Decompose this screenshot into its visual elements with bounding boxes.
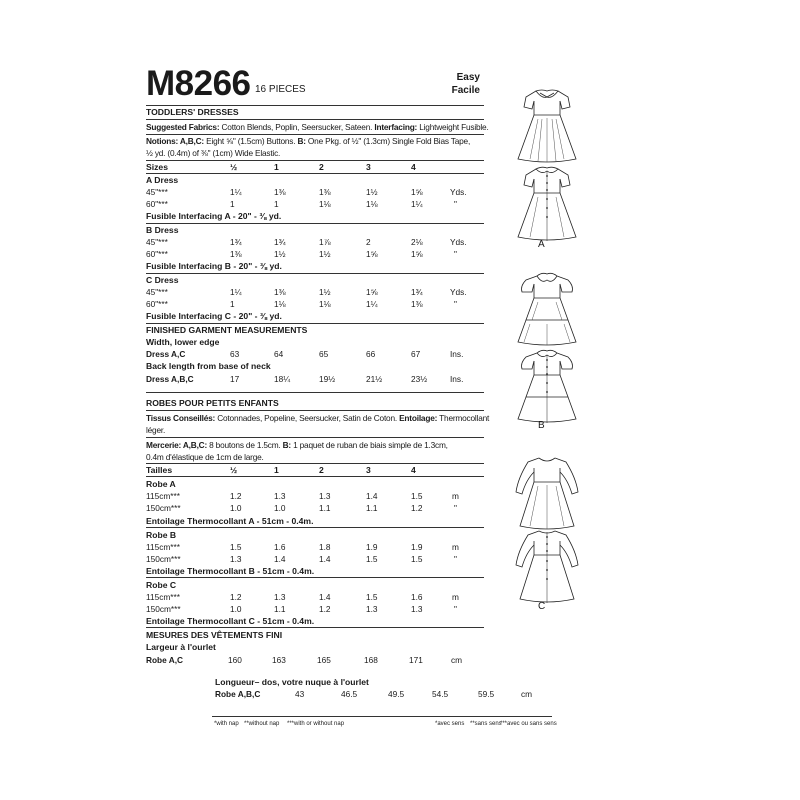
- sizes-label: Sizes: [146, 162, 168, 172]
- measurement-row: Dress A,C 63 64 65 66 67 Ins.: [146, 349, 464, 359]
- view-label: B: [538, 420, 545, 431]
- dress-a-front-sketch: [512, 85, 582, 165]
- view-label: C: [538, 601, 546, 612]
- yardage-row: 115cm*** 1.5 1.6 1.8 1.9 1.9 m: [146, 542, 459, 552]
- divider: [146, 119, 484, 120]
- dress-a-back-sketch: [512, 163, 582, 243]
- back-length-label-fr: Longueur– dos, votre nuque à l'ourlet: [215, 677, 369, 687]
- fusible-a-en: Fusible Interfacing A - 20" - ⅜ yd.: [146, 211, 282, 221]
- yardage-row: 60"*** 1⅜ 1½ 1½ 1⅝ 1⅝ ": [146, 249, 457, 259]
- size-col: 4: [411, 465, 416, 475]
- dress-b-front-sketch: [512, 268, 582, 348]
- size-col: 4: [411, 162, 416, 172]
- yardage-row: 45"*** 1¾ 1¾ 1⅞ 2 2⅛ Yds.: [146, 237, 467, 247]
- size-col: 2: [319, 162, 324, 172]
- divider: [146, 627, 484, 628]
- measurement-row: Robe A,B,C 43 46.5 49.5 54.5 59.5 cm: [215, 689, 533, 699]
- footnote: **sans sens: [470, 721, 502, 727]
- difficulty-fr: Facile: [451, 85, 480, 96]
- divider: [212, 716, 552, 717]
- divider: [146, 577, 484, 578]
- divider: [146, 273, 484, 274]
- yardage-row: 150cm*** 1.3 1.4 1.4 1.5 1.5 ": [146, 554, 457, 564]
- section-heading-en: TODDLERS' DRESSES: [146, 107, 239, 117]
- section-heading-fr: ROBES POUR PETITS ENFANTS: [146, 398, 279, 408]
- fabrics-line-en: Suggested Fabrics: Cotton Blends, Poplin, Seersucker, Sateen. Interfacing: Lightweight Fusible.: [146, 122, 489, 132]
- size-col: ½: [230, 162, 238, 172]
- sizes-header-fr: [146, 464, 416, 476]
- yardage-row: 60"*** 1 1⅛ 1⅛ 1¼ 1⅜ ": [146, 299, 457, 309]
- fusible-b-en: Fusible Interfacing B - 20" - ⅜ yd.: [146, 261, 282, 271]
- yardage-row: 60"*** 1 1 1⅛ 1⅛ 1¼ ": [146, 199, 457, 209]
- divider: [146, 463, 484, 464]
- divider: [146, 410, 484, 411]
- width-label-en: Width, lower edge: [146, 337, 220, 347]
- fusible-c-fr: Entoilage Thermocollant C - 51cm - 0.4m.: [146, 616, 315, 626]
- divider: [146, 173, 484, 174]
- size-col: ½: [230, 465, 238, 475]
- view-a-label-en: A Dress: [146, 175, 179, 185]
- footnote: **without nap: [244, 721, 280, 727]
- divider: [146, 527, 484, 528]
- measurement-row: Robe A,C 160 163 165 168 171 cm: [146, 655, 463, 665]
- fabrics-line-fr: Tissus Conseillés: Cotonnades, Popeline, Seersucker, Satin de Coton. Entoilage: Thermocollant: [146, 413, 490, 423]
- size-col: 3: [366, 465, 371, 475]
- yardage-row: 150cm*** 1.0 1.1 1.2 1.3 1.3 ": [146, 604, 457, 614]
- divider: [146, 392, 484, 393]
- divider: [146, 160, 484, 161]
- view-b-label-fr: Robe B: [146, 530, 177, 540]
- notions-line2-fr: 0.4m d'élastique de 1cm de large.: [146, 452, 264, 462]
- fusible-b-fr: Entoilage Thermocollant B - 51cm - 0.4m.: [146, 566, 315, 576]
- dress-b-back-sketch: [512, 345, 582, 425]
- fabrics-line2-fr: léger.: [146, 425, 166, 435]
- size-col: 1: [274, 162, 279, 172]
- divider: [146, 437, 484, 438]
- fusible-c-en: Fusible Interfacing C - 20" - ⅜ yd.: [146, 311, 282, 321]
- yardage-row: 45"*** 1¼ 1⅜ 1⅜ 1½ 1⅝ Yds.: [146, 187, 467, 197]
- notions-line-fr: Mercerie: A,B,C: 8 boutons de 1.5cm. B: 1 paquet de ruban de biais simple de 1.3cm,: [146, 440, 448, 450]
- yardage-row: 45"*** 1¼ 1⅜ 1½ 1⅝ 1¾ Yds.: [146, 287, 467, 297]
- fgm-heading-en: FINISHED GARMENT MEASUREMENTS: [146, 325, 308, 335]
- fusible-a-fr: Entoilage Thermocollant A - 51cm - 0.4m.: [146, 516, 314, 526]
- footnote: *avec sens: [435, 721, 465, 727]
- yardage-row: 150cm*** 1.0 1.0 1.1 1.1 1.2 ": [146, 503, 457, 513]
- yardage-row: 115cm*** 1.2 1.3 1.4 1.5 1.6 m: [146, 592, 459, 602]
- pieces-count: 16 PIECES: [255, 84, 306, 95]
- view-c-label-fr: Robe C: [146, 580, 177, 590]
- size-col: 2: [319, 465, 324, 475]
- yardage-row: 115cm*** 1.2 1.3 1.3 1.4 1.5 m: [146, 491, 459, 501]
- divider: [146, 223, 484, 224]
- measurement-row: Dress A,B,C 17 18¼ 19½ 21½ 23½ Ins.: [146, 374, 464, 384]
- view-b-label-en: B Dress: [146, 225, 179, 235]
- back-length-label-en: Back length from base of neck: [146, 361, 271, 371]
- view-c-label-en: C Dress: [146, 275, 179, 285]
- view-a-label-fr: Robe A: [146, 479, 176, 489]
- footnote: *with nap: [214, 721, 239, 727]
- footnote: ***avec ou sans sens: [500, 721, 557, 727]
- divider: [146, 476, 484, 477]
- sizes-label: Tailles: [146, 465, 173, 475]
- sizes-header-en: [146, 161, 416, 173]
- footnote: ***with or without nap: [287, 721, 345, 727]
- dress-c-front-sketch: [512, 452, 582, 532]
- view-label: A: [538, 239, 545, 250]
- size-col: 3: [366, 162, 371, 172]
- size-col: 1: [274, 465, 279, 475]
- width-label-fr: Largeur à l'ourlet: [146, 642, 216, 652]
- pattern-number: M8266: [146, 64, 251, 103]
- notions-line-en: Notions: A,B,C: Eight ⅝" (1.5cm) Buttons. B: One Pkg. of ½" (1.3cm) Single Fold Bias Tape,: [146, 136, 471, 146]
- fgm-heading-fr: MESURES DES VÊTEMENTS FINI: [146, 630, 283, 640]
- difficulty-en: Easy: [456, 72, 480, 83]
- notions-line2-en: ½ yd. (0.4m) of ⅜" (1cm) Wide Elastic.: [146, 148, 281, 158]
- dress-c-back-sketch: [512, 525, 582, 605]
